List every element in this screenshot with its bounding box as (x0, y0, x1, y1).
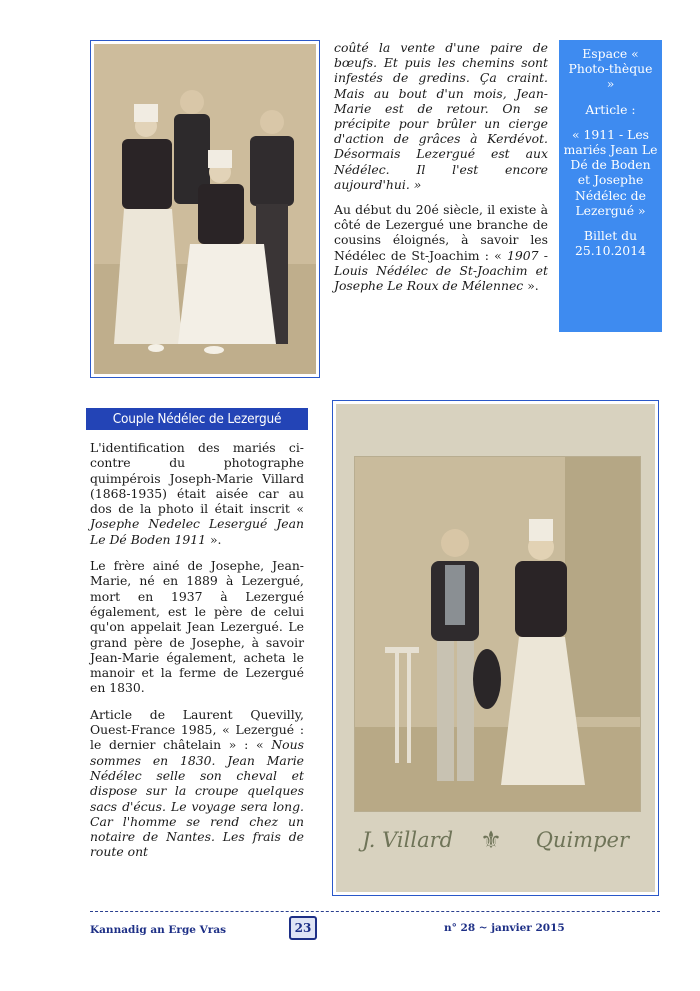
left-paragraph-1-tail: ». (206, 531, 222, 547)
group-photo-figures (94, 44, 316, 374)
top-text-column (334, 40, 548, 303)
left-text-column (90, 440, 304, 871)
couple-photo-figures (355, 457, 640, 811)
top-paragraph-1: coûté la vente d'une paire de bœufs. Et puis les chemins sont infestés de gredins. Ça craint. Mais au bout d'un mois, Jean-Marie est de retour. On se précipite pour brûler un cierge d'action de grâces à Kerdévot. Désormais Lezergué est aux Nédélec. Il l'est encore aujourd'hui. » (334, 40, 548, 192)
couple-photo-card (332, 400, 659, 896)
sidebar-post-date: Billet du 25.10.2014 (575, 228, 646, 259)
photographer-signature: J. Villard (362, 828, 454, 852)
couple-photo (354, 456, 641, 812)
sidebar-article-label: Article : (585, 101, 636, 117)
photographer-city: Quimper (535, 828, 629, 852)
section-title: Couple Nédélec de Lezergué (86, 408, 308, 430)
top-paragraph-2-lead: Au début du 20é siècle, il existe à côté de Lezergué une branche de cousins éloignés, à savoir les Nédélec de St-Joachim : « (334, 202, 548, 263)
left-paragraph-3-lead: Article de Laurent Quevilly, Ouest-France 1985, « Lezergué : le dernier châtelain » : « (90, 706, 304, 753)
left-paragraph-1-lead: L'identification des mariés ci-contre du photographe quimpérois Joseph-Marie Villard (1868-1935) était aisée car au dos de la photo il était inscrit « (90, 440, 304, 517)
sidebar-article-title: « 1911 - Les mariés Jean Le Dé de Boden et Josephe Nédélec de Lezergué » (563, 126, 658, 218)
group-photo (90, 40, 320, 378)
phototheque-sidebar (559, 40, 662, 332)
footer-publication: Kannadig an Erge Vras (90, 924, 227, 936)
left-paragraph-3 (90, 707, 304, 860)
top-paragraph-2-tail: ». (523, 278, 539, 294)
left-paragraph-2: Le frère ainé de Josephe, Jean-Marie, né en 1889 à Lezergué, mort en 1937 à Lezergué également, est le père de celui qu'on appelait Jean Lezergué. Le grand père de Josephe, à savoir Jean-Marie également, acheta le manoir et la ferme de Lezergué en 1830. (90, 558, 304, 696)
footer-issue: n° 28 ~ janvier 2015 (444, 922, 565, 934)
left-paragraph-1 (90, 440, 304, 547)
top-paragraph-2 (334, 202, 548, 293)
photographer-monogram-icon: ⚜ (480, 826, 502, 854)
sidebar-space-label: Espace « Photo-thèque » (568, 46, 653, 92)
page-number: 23 (289, 916, 317, 940)
footer-divider (90, 911, 660, 912)
top-paragraph-2-quote: 1907 - Louis Nédélec de St-Joachim et Josephe Le Roux de Mélennec (334, 247, 548, 294)
left-paragraph-3-quote: Nous sommes en 1830. Jean Marie Nédélec selle son cheval et dispose sur la croupe quelques sacs d'écus. Le voyage sera long. Car l'homme se rend chez un notaire de Nantes. Les frais de route ont (90, 737, 304, 860)
left-paragraph-1-quote: Josephe Nedelec Lesergué Jean Le Dé Boden 1911 (90, 516, 304, 547)
